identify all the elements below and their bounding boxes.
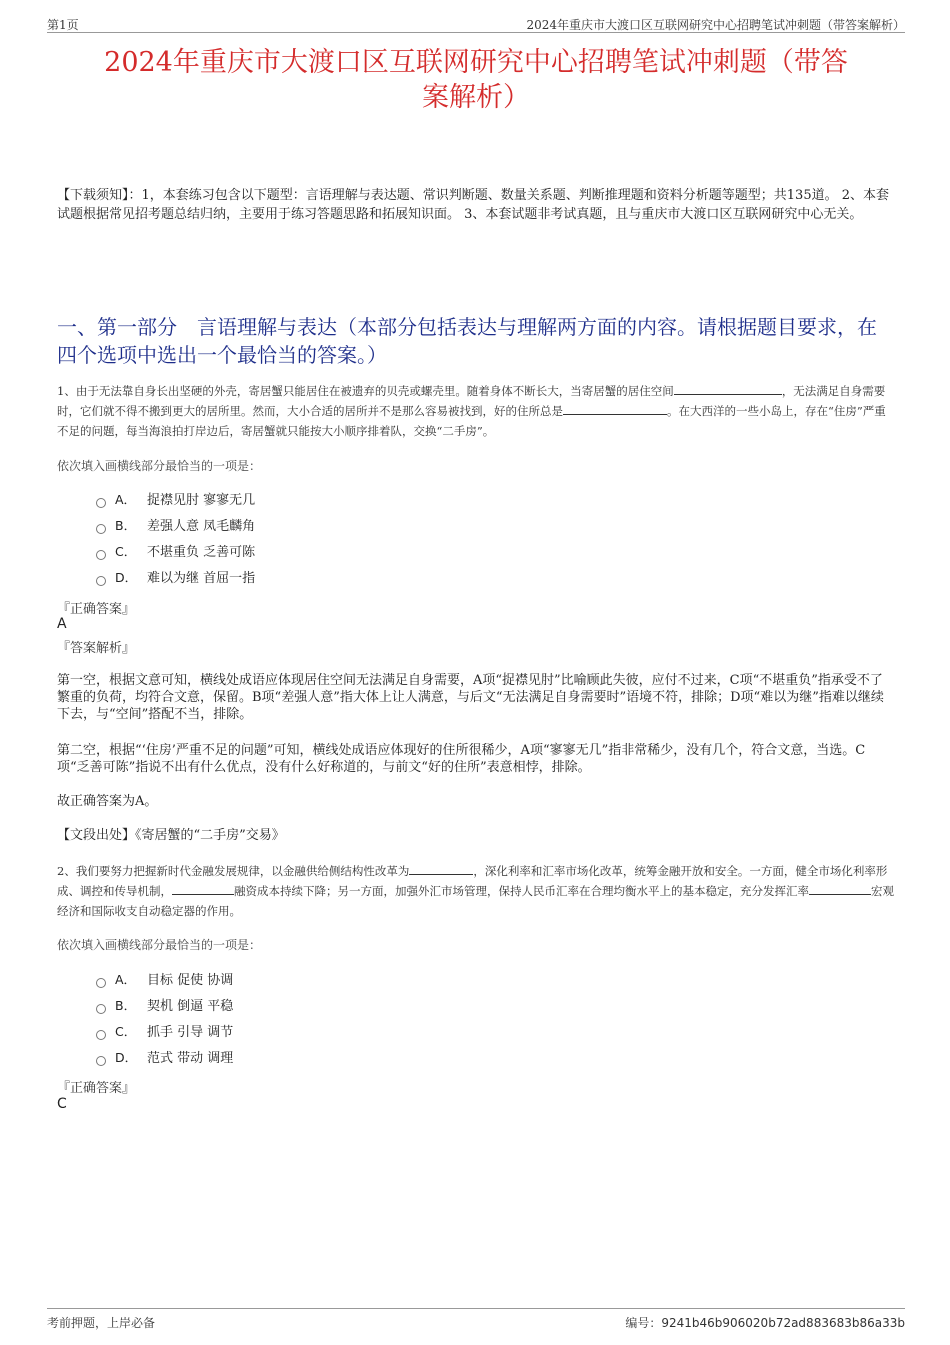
q2-text-part-3: 融资成本持续下降；另一方面，加强外汇市场管理，保持人民币汇率在合理均衡水平上的基本稳定，充分发挥汇率 — [234, 884, 809, 898]
q2-option-b[interactable]: B． 契机 倒逼 平稳 — [96, 997, 233, 1015]
document-title — [47, 45, 905, 115]
q1-answer: A — [57, 616, 67, 632]
q1-option-a[interactable]: A． 捉襟见肘 寥寥无几 — [96, 491, 255, 509]
radio-icon[interactable] — [96, 498, 106, 508]
radio-icon[interactable] — [96, 1004, 106, 1014]
q2-option-c[interactable]: C． 抓手 引导 调节 — [96, 1023, 233, 1041]
q2-answer: C — [57, 1096, 67, 1112]
radio-icon[interactable] — [96, 524, 106, 534]
q1-option-d[interactable]: D． 难以为继 首屈一指 — [96, 569, 255, 587]
option-text: 捉襟见肘 寥寥无几 — [147, 493, 256, 508]
q2-text-part-1: 2、我们要努力把握新时代金融发展规律，以金融供给侧结构性改革为 — [57, 864, 410, 878]
question-2-text — [57, 861, 897, 921]
q1-prompt: 依次填入画横线部分最恰当的一项是： — [57, 459, 262, 473]
option-text: 差强人意 凤毛麟角 — [147, 519, 256, 534]
q1-analysis-paragraph-2: 第二空，根据“‘住房’严重不足的问题”可知，横线处成语应体现好的住所很稀少，A项“寥寥无几”指非常稀少，没有几个，符合文意，当选。C项“乏善可陈”指说不出有什么优点，没有什么好称道的，与前文“好的住所”表意相悖，排除。 — [57, 743, 866, 775]
footer-doc-id: 编号：9241b46b906020b72ad883683b86a33b — [625, 1316, 905, 1330]
page-header — [47, 14, 905, 33]
fill-blank — [172, 882, 234, 895]
fill-blank — [563, 402, 667, 415]
q1-analysis-label: 『答案解析』 — [57, 641, 136, 656]
radio-icon[interactable] — [96, 550, 106, 560]
q2-option-d[interactable]: D． 范式 带动 调理 — [96, 1049, 233, 1067]
q2-answer-label: 『正确答案』 — [57, 1081, 136, 1096]
q1-text-part-2: ，无法满足自身需要时，它们就不得不搬到更大的居所里。然而，大小合适的居所并不是那么容易被找到，好的住所总是 — [57, 384, 886, 418]
option-text: 不堪重负 乏善可陈 — [147, 545, 256, 560]
radio-icon[interactable] — [96, 1030, 106, 1040]
radio-icon[interactable] — [96, 978, 106, 988]
q1-analysis-paragraph-1: 第一空，根据文意可知，横线处成语应体现居住空间无法满足自身需要，A项“捉襟见肘”比喻顾此失彼，应付不过来，C项“不堪重负”指承受不了繁重的负荷，均符合文意，保留。B项“差强人意”指大体上让人满意，与后文“无法满足自身需要时”语境不符，排除；D项“难以为继”指难以继续下去，与“空间”搭配不当，排除。 — [57, 673, 884, 722]
q1-analysis-conclusion: 故正确答案为A。 — [57, 794, 158, 809]
option-text: 难以为继 首屈一指 — [147, 571, 256, 586]
q1-text-part-3: 。在大西洋的一些小岛上，存在“住房”严重不足的问题，每当海浪拍打岸边后，寄居蟹就只能按大小顺序排着队，交换“二手房”。 — [57, 404, 886, 438]
download-notice: 【下载须知】：1，本套练习包含以下题型：言语理解与表达题、常识判断题、数量关系题、判断推理题和资料分析题等题型；共135道。 2、本套试题根据常见招考题总结归纳，主要用于练习答题思路和拓展知识面。 3、本套试题非考试真题，且与重庆市大渡口区互联网研究中心无关。 — [57, 188, 889, 222]
title-line-2: 案解析） — [422, 82, 530, 113]
title-line-1: 2024年重庆市大渡口区互联网研究中心招聘笔试冲刺题（带答 — [104, 47, 848, 78]
option-text: 范式 带动 调理 — [147, 1051, 234, 1066]
page-number: 第1页 — [47, 18, 79, 32]
fill-blank — [409, 862, 473, 875]
radio-icon[interactable] — [96, 576, 106, 586]
fill-blank — [674, 382, 782, 395]
q2-option-a[interactable]: A． 目标 促使 协调 — [96, 971, 233, 989]
q2-prompt: 依次填入画横线部分最恰当的一项是： — [57, 938, 262, 952]
question-1-text — [57, 381, 897, 441]
q1-text-part-1: 1、由于无法靠自身长出坚硬的外壳，寄居蟹只能居住在被遗弃的贝壳或螺壳里。随着身体不断长大，当寄居蟹的居住空间 — [57, 384, 674, 398]
header-doc-title: 2024年重庆市大渡口区互联网研究中心招聘笔试冲刺题（带答案解析） — [526, 18, 905, 32]
footer-slogan: 考前押题，上岸必备 — [47, 1316, 156, 1330]
section-heading: 一、第一部分 言语理解与表达（本部分包括表达与理解两方面的内容。请根据题目要求，在四个选项中选出一个最恰当的答案。） — [57, 315, 877, 367]
q2-text-part-4: 宏观经济和国际收支自动稳定器的作用。 — [57, 884, 894, 918]
q2-text-part-2: ，深化利率和汇率市场化改革，统筹金融开放和安全。一方面，健全市场化利率形成、调控和传导机制， — [57, 864, 888, 898]
q1-option-c[interactable]: C． 不堪重负 乏善可陈 — [96, 543, 255, 561]
fill-blank — [809, 882, 871, 895]
radio-icon[interactable] — [96, 1056, 106, 1066]
option-text: 契机 倒逼 平稳 — [147, 999, 234, 1014]
option-text: 抓手 引导 调节 — [147, 1025, 234, 1040]
option-text: 目标 促使 协调 — [147, 973, 234, 988]
page-footer — [47, 1308, 905, 1331]
q1-source: 【文段出处】《寄居蟹的“二手房”交易》 — [57, 828, 285, 843]
q1-option-b[interactable]: B． 差强人意 凤毛麟角 — [96, 517, 255, 535]
q1-answer-label: 『正确答案』 — [57, 602, 136, 617]
